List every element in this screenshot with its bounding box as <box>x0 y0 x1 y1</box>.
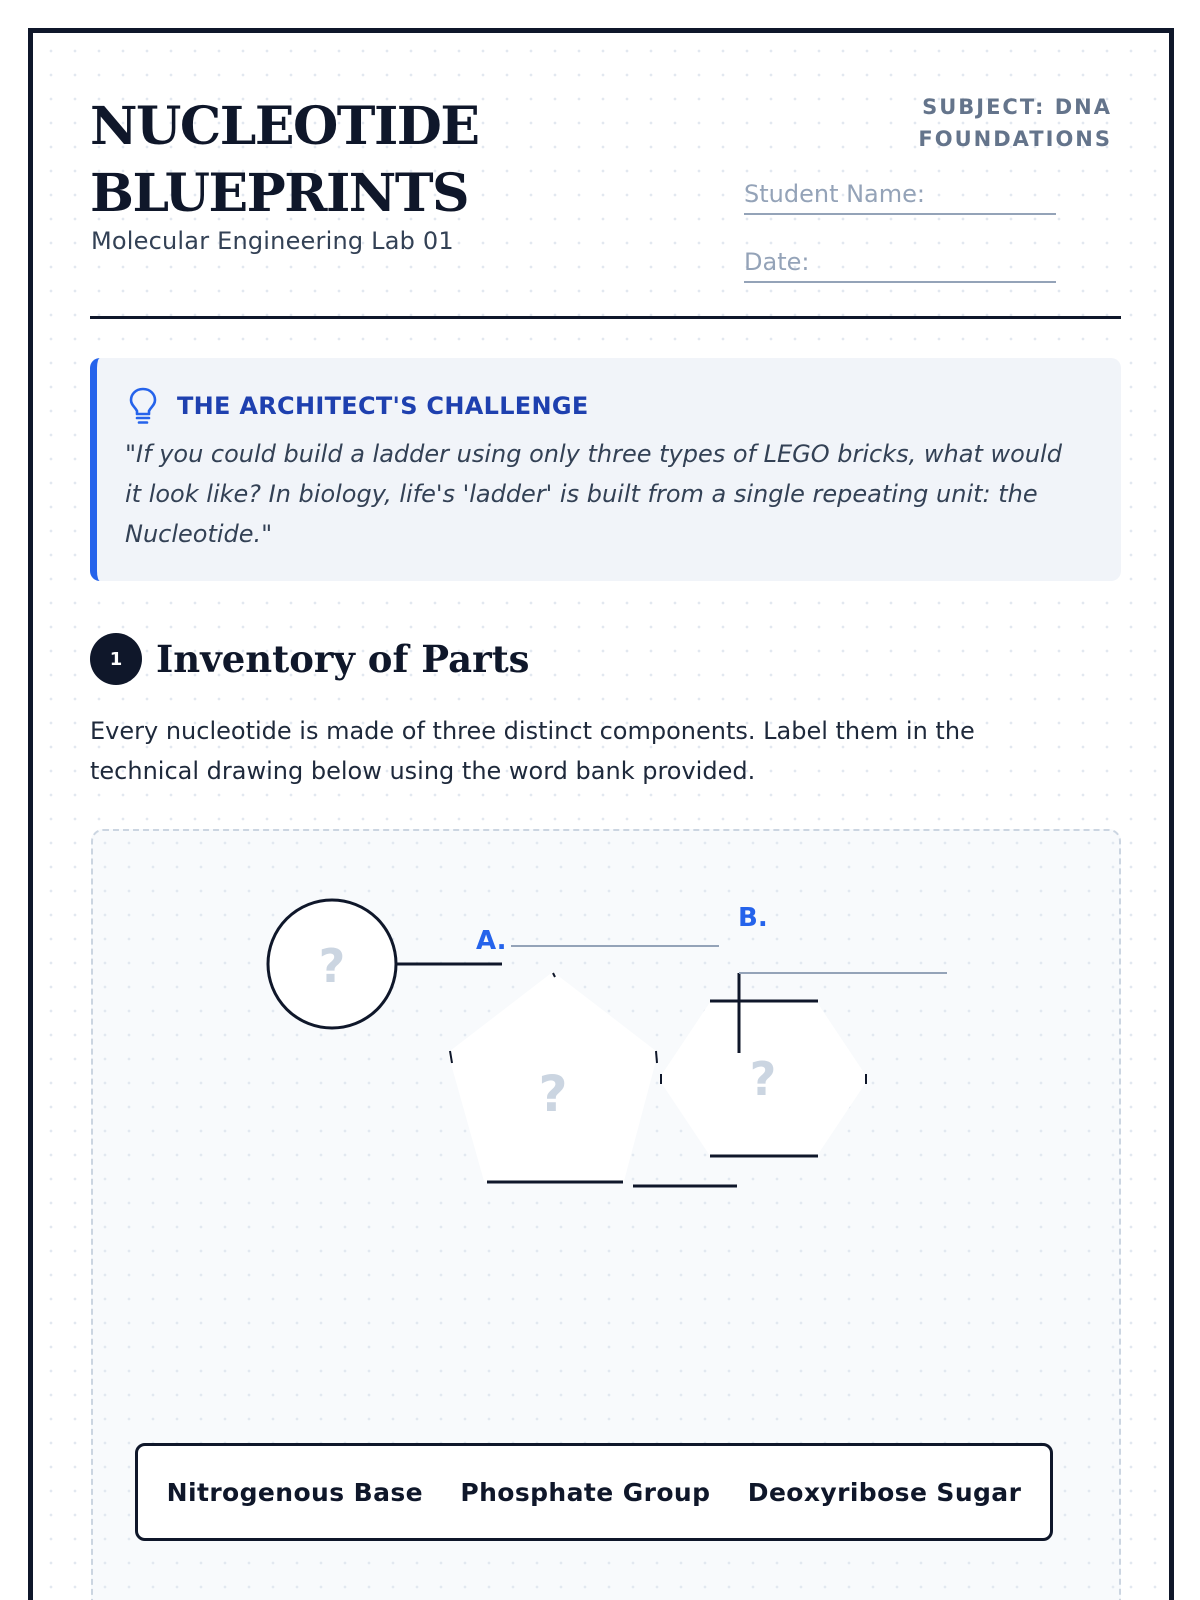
sugar-unknown-mark: ? <box>538 1065 568 1123</box>
section-title: Inventory of Parts <box>156 637 530 681</box>
page-title: NUCLEOTIDE BLUEPRINTS <box>90 96 479 224</box>
lightbulb-icon <box>127 386 159 426</box>
phosphate-unknown-mark: ? <box>318 939 346 993</box>
label-b: B. <box>738 903 768 933</box>
challenge-callout <box>90 358 1121 581</box>
base-unknown-mark: ? <box>749 1052 777 1106</box>
section-intro: Every nucleotide is made of three distinct components. Label them in the technical drawing below using the word bank provided. <box>90 717 975 785</box>
word-bank <box>135 1443 1053 1541</box>
word-bank-item[interactable]: Nitrogenous Base <box>166 1477 423 1507</box>
challenge-header <box>127 386 589 426</box>
challenge-title: THE ARCHITECT'S CHALLENGE <box>177 392 589 420</box>
word-bank-item[interactable]: Deoxyribose Sugar <box>747 1477 1022 1507</box>
subject-label: SUBJECT: DNA FOUNDATIONS <box>918 95 1112 151</box>
section-number-badge: 1 <box>90 633 142 685</box>
page-subtitle: Molecular Engineering Lab 01 <box>91 227 454 255</box>
sugar-edge-mark <box>656 1051 657 1063</box>
date-field[interactable]: Date: <box>744 247 1056 283</box>
worksheet-page <box>28 28 1174 1600</box>
challenge-quote: "If you could build a ladder using only three types of LEGO bricks, what would it look like? In biology, life's 'ladder' is built from a single repeating unit: the Nucleotide." <box>125 440 1062 548</box>
student-name-field[interactable]: Student Name: <box>744 179 1056 215</box>
word-bank-item[interactable]: Phosphate Group <box>460 1477 711 1507</box>
header-divider <box>90 316 1121 319</box>
diagram-area <box>91 829 1121 1600</box>
label-a: A. <box>476 926 507 956</box>
